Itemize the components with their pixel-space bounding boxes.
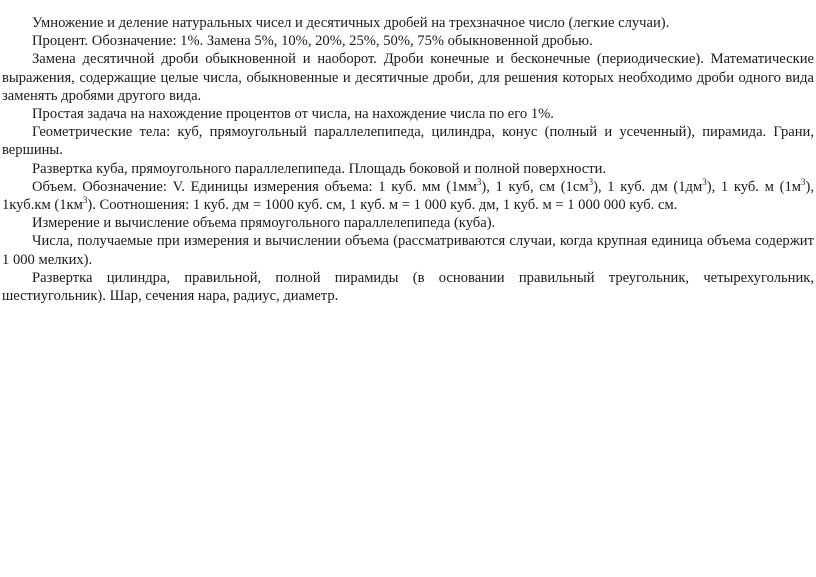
volume-text-part: ), 1 куб. дм (1дм — [593, 178, 703, 195]
paragraph-cube-net: Развертка куба, прямоугольного параллелепипеда. Площадь боковой и полной поверхности. — [32, 160, 607, 177]
volume-text-part: ), 1 куб, см (1см — [481, 178, 589, 195]
paragraph-cylinder-pyramid-net: Развертка цилиндра, правильной, полной пирамиды (в основании правильный треугольник, четырехугольник, шестиугольник). Шар, сечения нара, радиус, диаметр. — [2, 269, 814, 305]
volume-text-part: ), 1куб.км (1км — [2, 178, 814, 214]
paragraph-multiplication-division: Умножение и деление натуральных чисел и десятичных дробей на трехзначное число (легкие случаи). — [32, 15, 670, 31]
volume-text-part: ), 1 куб. м (1м — [706, 178, 801, 195]
paragraph-percent-problems: Простая задача на нахождение процентов от числа, на нахождение числа по его 1%. — [32, 106, 554, 123]
paragraph-volume-numbers: Числа, получаемые при измерения и вычислении объема (рассматриваются случаи, когда крупная единица объема содержит 1 000 мелких). — [2, 233, 814, 268]
paragraph-volume — [2, 178, 814, 214]
paragraph-geometric-solids: Геометрические тела: куб, прямоугольный параллелепипеда, цилиндра, конус (полный и усеченный), пирамида. Грани, вершины. — [2, 124, 814, 159]
paragraph-volume-measurement: Измерение и вычисление объема прямоугольного параллелепипеда (куба). — [32, 215, 496, 232]
paragraph-percent: Процент. Обозначение: 1%. Замена 5%, 10%, 20%, 25%, 50%, 75% обыкновенной дробью. — [32, 33, 593, 50]
volume-text-part: ). Соотношения: 1 куб. дм = 1000 куб. см, 1 куб. м = 1 000 куб. дм, 1 куб. м = 1 000 000 куб. см. — [87, 197, 678, 214]
volume-text-part: Объем. Обозначение: V. Единицы измерения объема: 1 куб. мм (1мм — [32, 178, 477, 195]
paragraph-decimal-fraction-conversion: Замена десятичной дроби обыкновенной и наоборот. Дроби конечные и бесконечные (периодические). Математические выражения, содержащие целые числа, обыкновенные и десятичные дроби, для решения которых необходимо дроби одного вида заменять дробями другого вида. — [2, 51, 814, 104]
superscript-cubed: 3 — [800, 176, 806, 187]
document-body — [0, 14, 816, 305]
superscript-cubed: 3 — [82, 195, 88, 206]
superscript-cubed: 3 — [476, 176, 482, 187]
superscript-cubed: 3 — [588, 176, 594, 187]
superscript-cubed: 3 — [702, 176, 707, 187]
